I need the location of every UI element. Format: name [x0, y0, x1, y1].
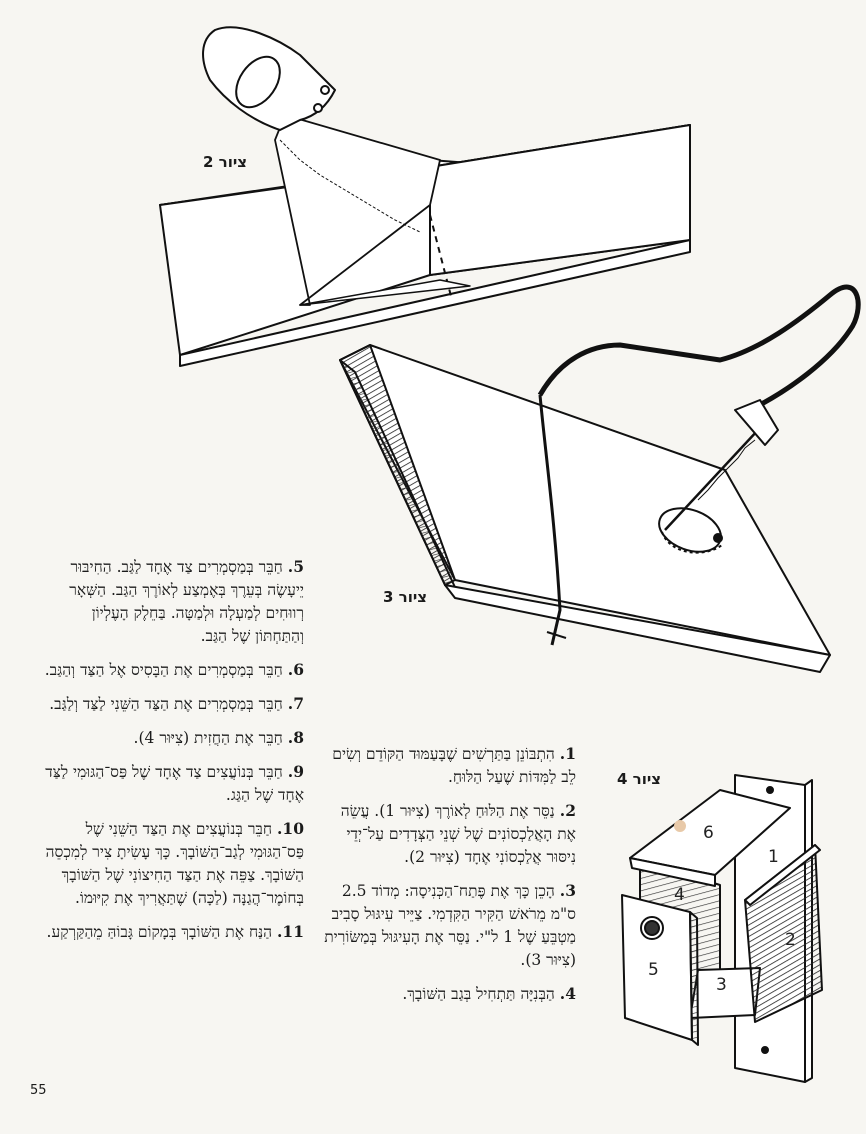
- figure-3-coping-saw-illustration: [340, 287, 858, 672]
- step-3: 3. הָכֵן כָּךְ אֶת פֶּתַח־הַכְּנִיסָה: מְדוֹד 2.5 ס"מ מֵרֹאשׁ הַקִּיר הַקִּדְמִי. צַיֵּיר עִיגּוּל סָבִיב מַטְבֵּעַ שֶׁל 1 ל"י. נַסֵּר אֶת הָעִיגּוּל בְּמַשּׂוֹרִית (צִיּוּר 3).: [324, 881, 576, 969]
- fig4-part-6-label: 6: [703, 823, 714, 843]
- step-1: 1. הִתְבּוֹנֵן בַּתַּרְשִׁים שֶׁבָּעַמּוּד הַקּוֹדֵם וְשִׂים לֵב לַמִּדּוֹת שֶׁעַל הַלּוּחַ.: [332, 744, 576, 786]
- fig4-part-2-label: 2: [785, 930, 796, 950]
- step-10: 10. חַבֵּר בְּנוֹעֲצִים אֶת הַצַּד הַשֵּׁנִי שֶׁל פַּס־הַגּוּמִי לְגַב־הַשּׁוֹבָךְ. כָּךְ עָשִׂיתָ צִיר לְמִכְסֵה הַשּׁוֹבָךְ. צַפֵּה אֶת הַצַּד הַחִיצוֹנִי שֶׁל הַשּׁוֹבָךְ בְּחוֹמֶר־הֲגַנָּה (לַכָּה) שֶׁתַּאֲרִיךְ אֶת קִיּוּמוֹ.: [45, 819, 304, 907]
- fig4-part-5-label: 5: [648, 960, 659, 980]
- step-2: 2. נַסֵּר אֶת הַלּוּחַ לְאוֹרֶךְ (צִיּוּר 1). עֲשֵׂה אֶת הָאֲלַכְסוֹנִים שֶׁל שְׁנֵי הַצְּדָדִים עַל־יְדֵי נִיסּוּר אֲלַכְסוֹנִי אֶחָד (צִיּוּר 2).: [340, 801, 576, 866]
- step-11: 11. הַנַּח אֶת הַשּׁוֹבָךְ בְּמָקוֹם גָּבוֹהַּ מֵהַקַּרְקַע.: [46, 922, 304, 941]
- step-4: 4. הַבְּנִיָּה תַּתְחִיל בְּגַב הַשּׁוֹבָךְ.: [402, 984, 576, 1003]
- fig4-part-4-label: 4: [674, 885, 685, 905]
- fig4-part-1-label: 1: [768, 847, 779, 867]
- step-1-text: הִתְבּוֹנֵן בַּתַּרְשִׁים שֶׁבָּעַמּוּד הַקּוֹדֵם וְשִׂים לֵב לַמִּדּוֹת שֶׁעַל הַלּוּחַ.: [332, 745, 576, 786]
- step-2-text: נַסֵּר אֶת הַלּוּחַ לְאוֹרֶךְ (צִיּוּר 1). עֲשֵׂה אֶת הָאֲלַכְסוֹנִים שֶׁל שְׁנֵי הַצְּדָדִים עַל־יְדֵי נִיסּוּר אֲלַכְסוֹנִי אֶחָד (צִיּוּר 2).: [340, 802, 576, 866]
- figure-2-caption: ציור 2: [203, 153, 248, 171]
- page-number: 55: [30, 1083, 47, 1098]
- step-10-text: חַבֵּר בְּנוֹעֲצִים אֶת הַצַּד הַשֵּׁנִי שֶׁל פַּס־הַגּוּמִי לְגַב־הַשּׁוֹבָךְ. כָּךְ עָשִׂיתָ צִיר לְמִכְסֵה הַשּׁוֹבָךְ. צַפֵּה אֶת הַצַּד הַחִיצוֹנִי שֶׁל הַשּׁוֹבָךְ בְּחוֹמֶר־הֲגַנָּה (לַכָּה) שֶׁתַּאֲרִיךְ אֶת קִיּוּמוֹ.: [45, 820, 304, 907]
- instructions-right-column: [318, 742, 576, 1016]
- figure-4-caption: ציור 4: [617, 770, 662, 788]
- instructions-left-column: [40, 555, 304, 954]
- step-7: 7. חַבֵּר בְּמַסְמְרִים אֶת הַצַּד הַשֵּׁנִי לַצַּד וְלַגַּב.: [49, 694, 304, 713]
- fig4-part-3-label: 3: [716, 975, 727, 995]
- figure-4-birdhouse-illustration: [622, 775, 822, 1082]
- step-11-text: הַנַּח אֶת הַשּׁוֹבָךְ בְּמָקוֹם גָּבוֹהַּ מֵהַקַּרְקַע.: [46, 923, 273, 941]
- step-8: 8. חַבֵּר אֶת הַחֲזִית (צִיּוּר 4).: [133, 728, 304, 747]
- step-4-text: הַבְּנִיָּה תַּתְחִיל בְּגַב הַשּׁוֹבָךְ.: [402, 985, 555, 1003]
- step-6-text: חַבֵּר בְּמַסְמְרִים אֶת הַבָּסִיס אֶל הַצַּד וְהַגַּב.: [44, 661, 283, 679]
- figure-3-caption: ציור 3: [383, 588, 428, 606]
- figure-2-handsaw-illustration: [160, 27, 690, 366]
- step-6: 6. חַבֵּר בְּמַסְמְרִים אֶת הַבָּסִיס אֶל הַצַּד וְהַגַּב.: [44, 660, 304, 679]
- step-3-text: הָכֵן כָּךְ אֶת פֶּתַח־הַכְּנִיסָה: מְדוֹד 2.5 ס"מ מֵרֹאשׁ הַקִּיר הַקִּדְמִי. צַיֵּיר עִיגּוּל סָבִיב מַטְבֵּעַ שֶׁל 1 ל"י. נַסֵּר אֶת הָעִיגּוּל בְּמַשּׂוֹרִית (צִיּוּר 3).: [324, 882, 576, 969]
- step-8-text: חַבֵּר אֶת הַחֲזִית (צִיּוּר 4).: [133, 729, 283, 747]
- step-9-text: חַבֵּר בְּנוֹעֲצִים צַד אֶחָד שֶׁל פַּס־הַגּוּמִי לַצַּד אֶחָד שֶׁל הַגַּג.: [45, 763, 304, 804]
- step-9: 9. חַבֵּר בְּנוֹעֲצִים צַד אֶחָד שֶׁל פַּס־הַגּוּמִי לַצַּד אֶחָד שֶׁל הַגַּג.: [45, 762, 304, 804]
- step-7-text: חַבֵּר בְּמַסְמְרִים אֶת הַצַּד הַשֵּׁנִי לַצַּד וְלַגַּב.: [49, 695, 283, 713]
- step-5: 5. חַבֵּר בְּמַסְמְרִים צַד אֶחָד לַגַּב. הַחִיבּוּר יֵיעָשֶׂה בְּעֵרֶךְ בְּאֶמְצַע לְאוֹרֶךְ הַגַּב. הַשְּׁאָר רְווּחִים לְמַעְלָה וּלְמַטָּה. בַּחֵלֶק הָעֶלְיוֹן וְהַתַּחְתּוֹן שֶׁל הַגַּב.: [69, 557, 304, 645]
- step-5-text: חַבֵּר בְּמַסְמְרִים צַד אֶחָד לַגַּב. הַחִיבּוּר יֵיעָשֶׂה בְּעֵרֶךְ בְּאֶמְצַע לְאוֹרֶךְ הַגַּב. הַשְּׁאָר רְווּחִים לְמַעְלָה וּלְמַטָּה. בַּחֵלֶק הָעֶלְיוֹן וְהַתַּחְתּוֹן שֶׁל הַגַּב.: [69, 558, 304, 645]
